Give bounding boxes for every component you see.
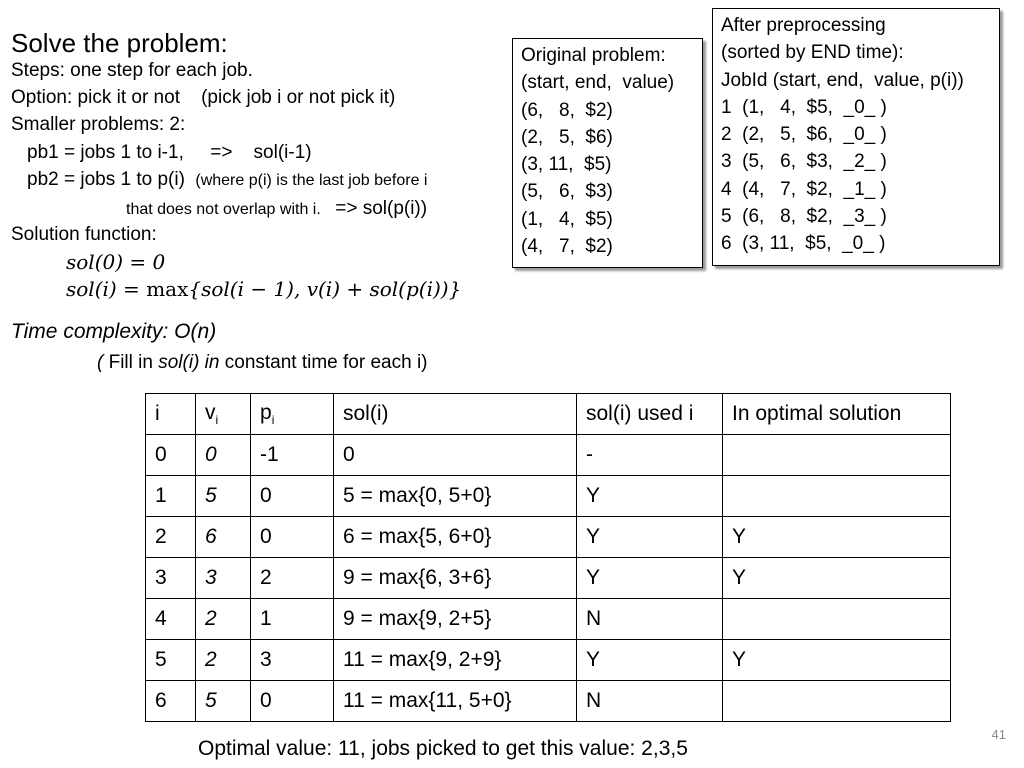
cell-p: 3: [251, 640, 334, 681]
cell-p: 0: [251, 517, 334, 558]
header-v: $v_i$: [196, 394, 251, 435]
cell-p: 2: [251, 558, 334, 599]
cell-i: 3: [146, 558, 196, 599]
cell-optimal: Y: [723, 558, 951, 599]
cell-v: 2: [196, 599, 251, 640]
cell-i: 5: [146, 640, 196, 681]
cell-used: Y: [577, 558, 723, 599]
cell-sol: 11 = max{9, 2+9}: [334, 640, 577, 681]
preprocessed-line: After preprocessing: [721, 15, 886, 36]
preprocessed-line: 1 (1, 4, $5, _0_ ): [721, 96, 887, 118]
preprocessed-line: 2 (2, 5, $6, _0_ ): [721, 124, 887, 146]
preprocessed-line: (sorted by END time):: [721, 42, 904, 64]
cell-optimal: [723, 435, 951, 476]
cell-v: 6: [196, 517, 251, 558]
cell-optimal: [723, 681, 951, 722]
original-line: Original problem:: [521, 45, 666, 66]
solution-function-label: Solution function:: [11, 224, 157, 245]
cell-p: 0: [251, 476, 334, 517]
pb2-arrow-text: => sol(p(i)): [335, 198, 428, 219]
header-used: sol(i) used i: [577, 394, 723, 435]
smaller-problems-text: Smaller problems: 2:: [11, 114, 186, 135]
pb2-line: [27, 169, 427, 191]
original-line: (4, 7, $2): [521, 236, 613, 258]
cell-v: 2: [196, 640, 251, 681]
original-problem-box: [512, 38, 703, 268]
preprocessed-line: 6 (3, 11, $5, _0_ ): [721, 233, 886, 255]
cell-v: 5: [196, 681, 251, 722]
preprocessed-box: [712, 8, 1000, 266]
table-row: [146, 558, 951, 599]
cell-i: 0: [146, 435, 196, 476]
pb2-continuation: [126, 198, 427, 220]
cell-optimal: [723, 599, 951, 640]
cell-optimal: Y: [723, 517, 951, 558]
page-number: 41: [991, 727, 1006, 742]
table-row: [146, 681, 951, 722]
original-line: (6, 8, $2): [521, 99, 613, 121]
pb2-cont-text: that does not overlap with i.: [126, 201, 321, 218]
cell-sol: 5 = max{0, 5+0}: [334, 476, 577, 517]
formula-max: max: [146, 277, 189, 301]
cell-used: -: [577, 435, 723, 476]
original-line: (start, end, value): [521, 72, 675, 94]
footer-summary: Optimal value: 11, jobs picked to get this value: 2,3,5: [198, 737, 688, 760]
preprocessed-line: 4 (4, 7, $2, _1_ ): [721, 178, 887, 200]
cell-v: 5: [196, 476, 251, 517]
table-header-row: [146, 394, 951, 435]
original-line: (2, 5, $6): [521, 126, 613, 148]
cell-used: Y: [577, 476, 723, 517]
cell-i: 4: [146, 599, 196, 640]
cell-i: 1: [146, 476, 196, 517]
formula-base-case: sol(0) = 0: [66, 250, 166, 274]
preprocessed-line: 5 (6, 8, $2, _3_ ): [721, 206, 887, 228]
cell-i: 6: [146, 681, 196, 722]
original-line: (3, 11, $5): [521, 154, 612, 176]
fill-open-paren: (: [97, 352, 109, 373]
table-row: [146, 435, 951, 476]
preprocessed-line: 3 (5, 6, $3, _2_ ): [721, 151, 887, 173]
cell-sol: 9 = max{9, 2+5}: [334, 599, 577, 640]
formula-body: {sol(i − 1), v(i) + sol(p(i))}: [188, 277, 462, 301]
formula-lhs: sol(i) =: [66, 277, 147, 301]
cell-sol: 0: [334, 435, 577, 476]
header-sol: sol(i): [334, 394, 577, 435]
cell-sol: 11 = max{11, 5+0}: [334, 681, 577, 722]
formula-recurrence: [66, 277, 461, 301]
pb2-note: (where p(i) is the last job before i: [195, 172, 428, 189]
table-row: [146, 640, 951, 681]
original-line: (5, 6, $3): [521, 181, 613, 203]
table-row: [146, 599, 951, 640]
pb2-text: pb2 = jobs 1 to p(i): [27, 169, 185, 190]
header-i: i: [146, 394, 196, 435]
fill-sol: sol(i) in: [158, 352, 220, 373]
cell-used: Y: [577, 517, 723, 558]
cell-p: 1: [251, 599, 334, 640]
pb1-text: pb1 = jobs 1 to i-1, => sol(i-1): [27, 142, 312, 163]
fill-post: constant time for each i): [219, 352, 428, 373]
cell-sol: 6 = max{5, 6+0}: [334, 517, 577, 558]
fill-note: [97, 352, 428, 374]
original-line: (1, 4, $5): [521, 208, 613, 230]
cell-sol: 9 = max{6, 3+6}: [334, 558, 577, 599]
cell-v: 0: [196, 435, 251, 476]
fill-pre: Fill in: [108, 352, 159, 373]
cell-v: 3: [196, 558, 251, 599]
cell-optimal: Y: [723, 640, 951, 681]
slide-title: Solve the problem:: [11, 28, 228, 58]
cell-used: N: [577, 599, 723, 640]
solution-table: [145, 393, 951, 722]
header-p: $p_i$: [251, 394, 334, 435]
option-text: Option: pick it or not (pick job i or not pick it): [11, 87, 396, 108]
table-row: [146, 476, 951, 517]
cell-used: N: [577, 681, 723, 722]
table-row: [146, 517, 951, 558]
header-optimal: In optimal solution: [723, 394, 951, 435]
cell-p: -1: [251, 435, 334, 476]
cell-i: 2: [146, 517, 196, 558]
cell-p: 0: [251, 681, 334, 722]
steps-text: Steps: one step for each job.: [11, 60, 253, 81]
cell-used: Y: [577, 640, 723, 681]
preprocessed-line: JobId (start, end, value, p(i)): [721, 69, 964, 91]
cell-optimal: [723, 476, 951, 517]
time-complexity: Time complexity: O(n): [11, 320, 217, 343]
